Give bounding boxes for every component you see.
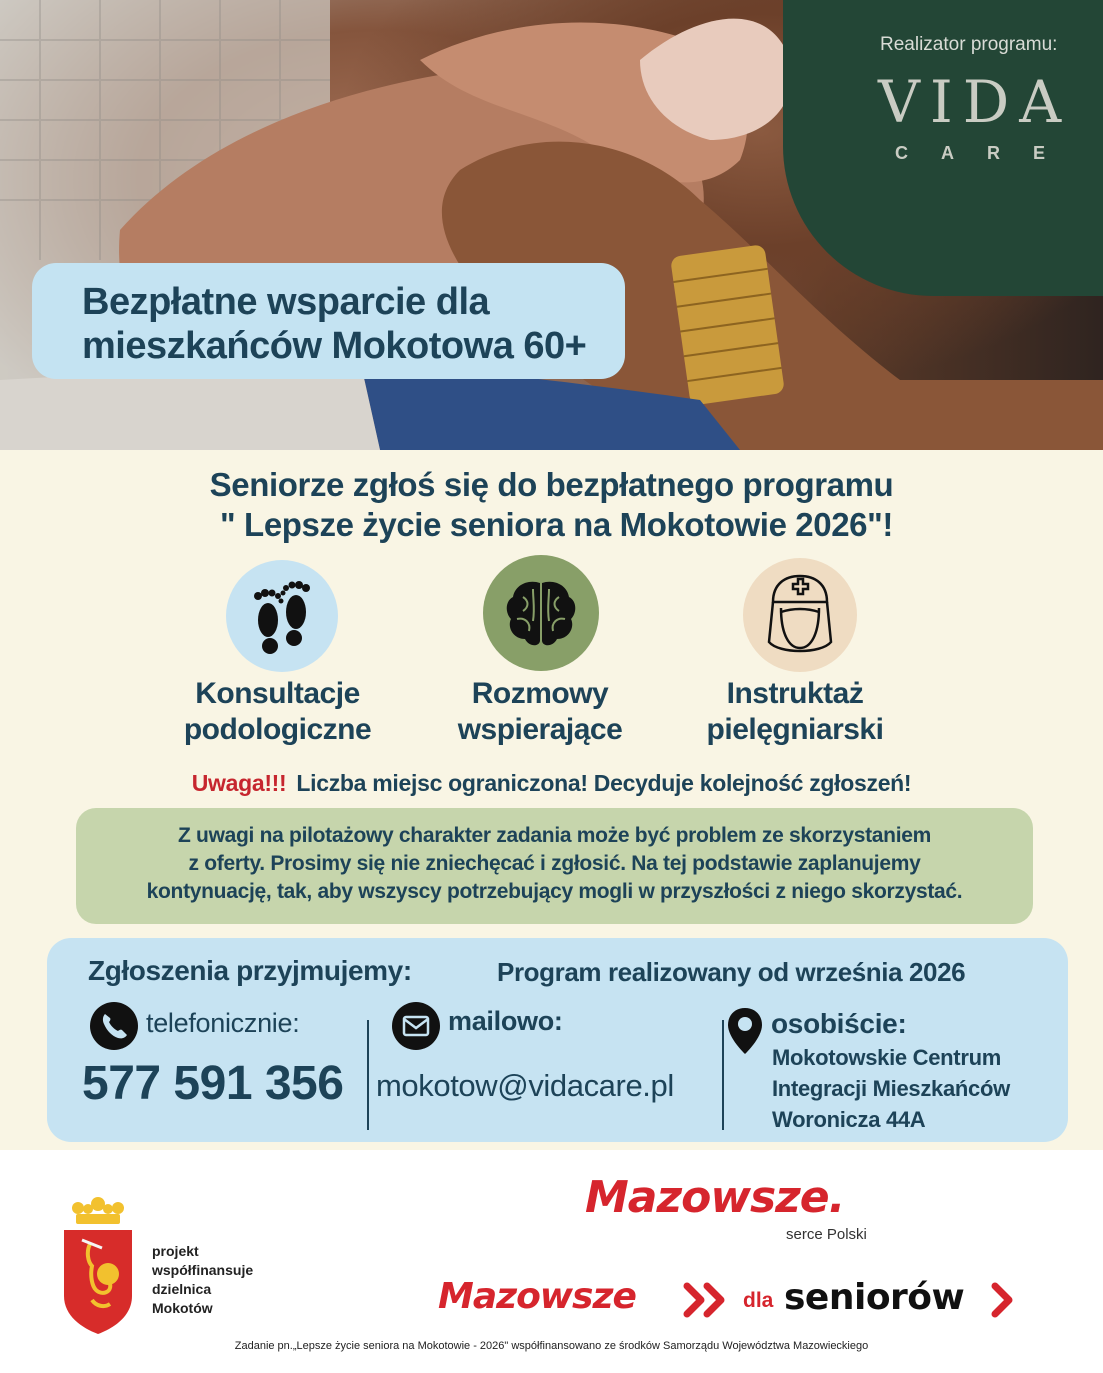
phone-label: telefonicznie:	[146, 1008, 300, 1038]
headline-line2: " Lepsze życie seniora na Mokotowie 2026"!	[220, 506, 893, 543]
program-date: Program realizowany od września 2026	[497, 957, 966, 987]
mazowsze-seniors-logo: Mazowsze	[438, 1276, 636, 1317]
mail-icon	[392, 1002, 440, 1050]
info-line2: z oferty. Prosimy się nie zniechęcać i zgłosić. Na tej podstawie zaplanujemy	[188, 852, 921, 875]
crest-line1: projekt	[152, 1243, 199, 1259]
divider-2	[722, 1020, 724, 1130]
mail-label: mailowo:	[448, 1006, 563, 1036]
address	[772, 1042, 1010, 1135]
hero-title	[82, 280, 586, 368]
address-line2: Integracji Mieszkańców	[772, 1076, 1010, 1101]
dla-text: dla	[743, 1289, 774, 1312]
notice-warning: Uwaga!!!	[191, 770, 287, 796]
crest-line4: Mokotów	[152, 1300, 213, 1316]
phone-icon	[90, 1002, 138, 1050]
info-line3: kontynuację, tak, aby wszyscy potrzebujący mogli w przyszłości z niego skorzystać.	[146, 880, 963, 903]
service-nursing	[680, 676, 910, 748]
mokotow-crest-logo	[62, 1196, 134, 1336]
nurse-icon	[743, 558, 857, 672]
service-podology-line1: Konsultacje	[195, 677, 360, 710]
phone-number[interactable]: 577 591 356	[82, 1057, 344, 1110]
hero-title-line2: mieszkańców Mokotowa 60+	[82, 325, 587, 367]
notice	[0, 770, 1103, 797]
info-line1: Z uwagi na pilotażowy charakter zadania może być problem ze skorzystaniem	[178, 824, 931, 847]
footprints-icon	[226, 560, 338, 672]
seniorow-text: seniorów	[784, 1277, 965, 1318]
notice-text: Liczba miejsc ograniczona! Decyduje kolejność zgłoszeń!	[296, 770, 912, 796]
brain-icon	[483, 555, 599, 671]
location-pin-icon	[726, 1006, 764, 1056]
address-line1: Mokotowskie Centrum	[772, 1045, 1001, 1070]
service-talks	[420, 676, 660, 748]
divider-1	[367, 1020, 369, 1130]
crest-line3: dzielnica	[152, 1281, 212, 1297]
crest-caption	[152, 1242, 253, 1318]
service-talks-line2: wspierające	[457, 713, 623, 746]
hero-photo	[0, 0, 1103, 450]
in-person-label: osobiście:	[771, 1008, 907, 1039]
info-text	[76, 822, 1033, 906]
crest-line2: współfinansuje	[152, 1262, 254, 1278]
funding-note: Zadanie pn.„Lepsze życie seniora na Mokotowie - 2026" współfinansowano ze środków Samorządu Województwa Mazowieckiego	[234, 1340, 869, 1352]
care-logo-text: CARE	[895, 143, 1079, 163]
address-line3: Woronicza 44A	[772, 1107, 926, 1132]
headline	[0, 465, 1103, 545]
chevron-right-icon	[990, 1280, 1016, 1320]
headline-line1: Seniorze zgłoś się do bezpłatnego programu	[209, 466, 894, 503]
realizator-label: Realizator programu:	[880, 34, 1058, 55]
service-talks-line1: Rozmowy	[471, 677, 609, 710]
mazowsze-tagline: serce Polski	[786, 1226, 867, 1243]
hero-title-line1: Bezpłatne wsparcie dla	[82, 281, 490, 323]
service-nursing-line2: pielęgniarski	[706, 713, 884, 746]
mazowsze-logo: Mazowsze.	[585, 1172, 845, 1223]
service-nursing-line1: Instruktaż	[726, 677, 864, 710]
service-podology-line2: podologiczne	[183, 713, 372, 746]
email-address[interactable]: mokotow@vidacare.pl	[376, 1068, 674, 1103]
contact-heading: Zgłoszenia przyjmujemy:	[88, 955, 412, 986]
service-podology	[155, 676, 400, 748]
double-chevron-icon	[683, 1280, 735, 1320]
vida-logo-text: VIDA	[878, 68, 1072, 136]
